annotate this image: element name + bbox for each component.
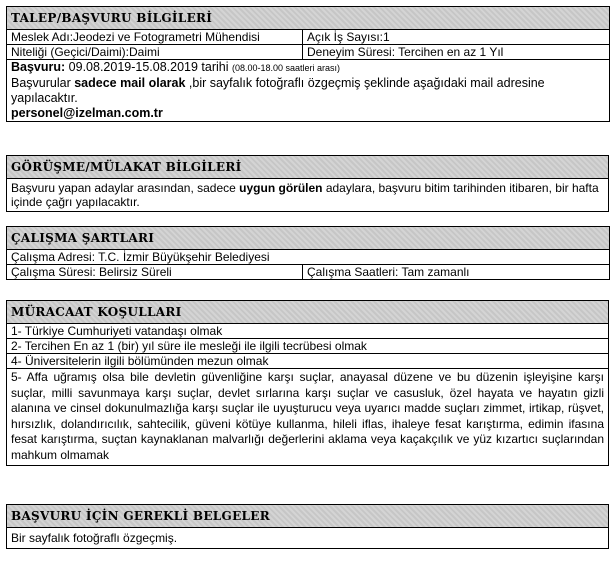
gorusme-text-pre: Başvuru yapan adaylar arasından, sadece [11, 181, 240, 195]
basvuru-label: Başvuru: [11, 60, 66, 74]
calisma-suresi: Çalışma Süresi: Belirsiz Süreli [7, 265, 303, 280]
gorusme-text-bold: uygun görülen [239, 181, 323, 195]
muracaat-item-5: 5- Affa uğramış olsa bile devletin güvenliğine karşı suçlar, anayasal düzene ve bu düzenin işleyişine karşı suçlar, milli savunmaya karşı suçlar, devlet sırlarına karşı suçlar ve casusluk, özel hayata ve hayatın gizli alanına ve cinsel dokunulmazlığa karşı suçlar ile uyuşturucu veya uyarıcı madde suçları zimmet, irtikap, rüşvet, hırsızlık, dolandırıcılık, sahtecilik, güveni kötüye kullanma, hileli iflas, ihaleye fesat karıştırma, edimin ifasına fesat karıştırma, suçtan kaynaklanan malvarlığı değerlerini aklama veya kaçakçılık ve yüz kızartıcı suçlarından mahkum olmamak [7, 369, 609, 466]
belgeler-table [6, 504, 609, 549]
meslek-adi: Meslek Adı:Jeodezi ve Fotogrametri Mühendisi [7, 30, 303, 45]
talep-table [6, 6, 610, 122]
info-text-bold: sadece mail olarak [74, 76, 186, 90]
muracaat-section-title: MÜRACAAT KOŞULLARI [7, 301, 609, 324]
muracaat-table [6, 300, 609, 466]
gorusme-table [6, 155, 609, 212]
muracaat-item-2: 2- Tercihen En az 1 (bir) yıl süre ile mesleği ile ilgili tecrübesi olmak [7, 339, 609, 354]
basvuru-info-cell [7, 60, 610, 122]
talep-section-title: TALEP/BAŞVURU BİLGİLERİ [7, 7, 610, 30]
info-text-pre: Başvurular [11, 76, 75, 90]
muracaat-item-1: 1- Türkiye Cumhuriyeti vatandaşı olmak [7, 324, 609, 339]
basvuru-dates: 09.08.2019-15.08.2019 tarihi [65, 60, 232, 74]
belgeler-text: Bir sayfalık fotoğraflı özgeçmiş. [7, 528, 609, 549]
acik-is-sayisi: Açık İş Sayısı:1 [303, 30, 610, 45]
basvuru-hours: (08.00-18.00 saatleri arası) [231, 63, 341, 73]
gorusme-section-title: GÖRÜŞME/MÜLAKAT BİLGİLERİ [7, 156, 609, 179]
gorusme-text-post: adaylara, başvuru bitim tarihinden itibaren, bir hafta içinde çağrı yapılacaktır. [11, 181, 599, 209]
calisma-saatleri: Çalışma Saatleri: Tam zamanlı [303, 265, 610, 280]
muracaat-item-4: 4- Üniversitelerin ilgili bölümünden mezun olmak [7, 354, 609, 369]
calisma-section-title: ÇALIŞMA ŞARTLARI [7, 227, 610, 250]
calisma-table [6, 226, 610, 280]
info-text-post: ,bir sayfalık fotoğraflı özgeçmiş şeklinde aşağıdaki mail adresine yapılacaktır. [11, 76, 545, 105]
calisma-adresi: Çalışma Adresi: T.C. İzmir Büyükşehir Belediyesi [7, 250, 610, 265]
deneyim-suresi: Deneyim Süresi: Tercihen en az 1 Yıl [303, 45, 610, 60]
belgeler-section-title: BAŞVURU İÇİN GEREKLİ BELGELER [7, 505, 609, 528]
niteligi: Niteliği (Geçici/Daimi):Daimi [7, 45, 303, 60]
email-address: personel@izelman.com.tr [11, 106, 163, 120]
gorusme-text-cell [7, 179, 609, 212]
